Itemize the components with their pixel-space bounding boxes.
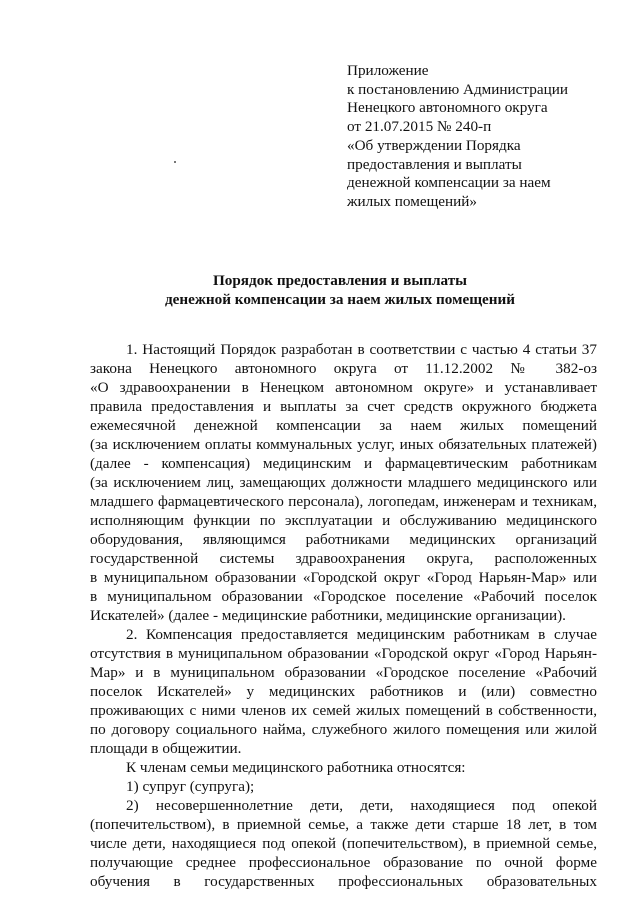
paragraph-1-line: правила предоставления и выплаты за счет средств окружного бюджета [90,398,597,415]
paragraph-1-line: (далее - компенсация) медицинским и фармацевтическим работникам [90,455,597,472]
appendix-line: к постановлению Администрации [347,80,568,98]
document-title [90,271,590,309]
paragraph-2-line: Мар» и в муниципальном образовании «Городское поселение «Рабочий [90,664,597,681]
family-members-intro: К членам семьи медицинского работника относятся: [126,759,466,776]
paragraph-1-line: государственной системы здравоохранения округа, расположенных [90,550,597,567]
appendix-line: предоставления и выплаты [347,155,522,173]
scan-speck [174,161,176,163]
paragraph-1-line: младшего фармацевтического персонала), логопедам, инженерам и техникам, [90,493,597,510]
title-line-1: Порядок предоставления и выплаты [212,272,468,289]
paragraph-1-line: Искателей» (далее - медицинские работники, медицинские организации). [90,607,566,624]
paragraph-2-line: 2. Компенсация предоставляется медицинским работникам в случае [126,626,597,643]
paragraph-2-line: проживающих с ними членов их семей жилых помещений в собственности, [90,702,597,719]
appendix-line: Ненецкого автономного округа [347,99,548,117]
paragraph-1-line: в муниципальном образовании «Городской округ «Город Нарьян-Мар» или [90,569,597,586]
paragraph-1-line: оборудования, являющимся работниками медицинских организаций [90,531,597,548]
paragraph-1-line: (за исключением оплаты коммунальных услуг, иных обязательных платежей) [90,436,597,453]
paragraph-1-line: (за исключением лиц, замещающих должности младшего медицинского или [90,474,597,491]
paragraph-1-line: ежемесячной денежной компенсации за наем жилых помещений [90,417,597,434]
paragraph-1-line: исполняющим функции по эксплуатации и обслуживанию медицинского [90,512,597,529]
paragraph-1-line: 1. Настоящий Порядок разработан в соответствии с частью 4 статьи 37 [126,341,597,358]
list-item-2-line: 2) несовершеннолетние дети, дети, находящиеся под опекой [126,797,597,814]
paragraph-2-line: отсутствия в муниципальном образовании «Городской округ «Город Нарьян- [90,645,597,662]
appendix-line: Приложение [347,62,429,79]
title-line-2: денежной компенсации за наем жилых помещений [164,291,516,308]
list-item-2-line: (попечительством), в приемной семье, а также дети старше 18 лет, в том [90,816,597,833]
appendix-line: денежной компенсации за наем [347,174,551,192]
paragraph-1-line: «О здравоохранении в Ненецком автономном округе» и устанавливает [90,379,597,396]
paragraph-2-line: площади в общежитии. [90,740,242,757]
paragraph-1-line: закона Ненецкого автономного округа от 11.12.2002 № 382-оз [90,360,597,377]
document-body [90,340,597,891]
appendix-header [347,62,607,212]
paragraph-2-line: поселок Искателей» у медицинских работников и (или) совместно [90,683,597,700]
paragraph-1-line: в муниципальном образовании «Городское поселение «Рабочий поселок [90,588,597,605]
appendix-line: жилых помещений» [347,192,477,210]
list-item-2-line: получающие среднее профессиональное образование по очной форме [90,854,597,871]
paragraph-2-line: по договору социального найма, служебного жилого помещения или жилой [90,721,597,738]
appendix-line: от 21.07.2015 № 240-п [347,118,492,136]
appendix-line: «Об утверждении Порядка [347,136,521,154]
list-item-2-line: обучения в государственных профессиональных образовательных [90,873,597,890]
list-item-2-line: числе дети, находящиеся под опекой (попечительством), в приемной семье, [90,835,597,852]
list-item-1: 1) супруг (супруга); [126,778,255,795]
